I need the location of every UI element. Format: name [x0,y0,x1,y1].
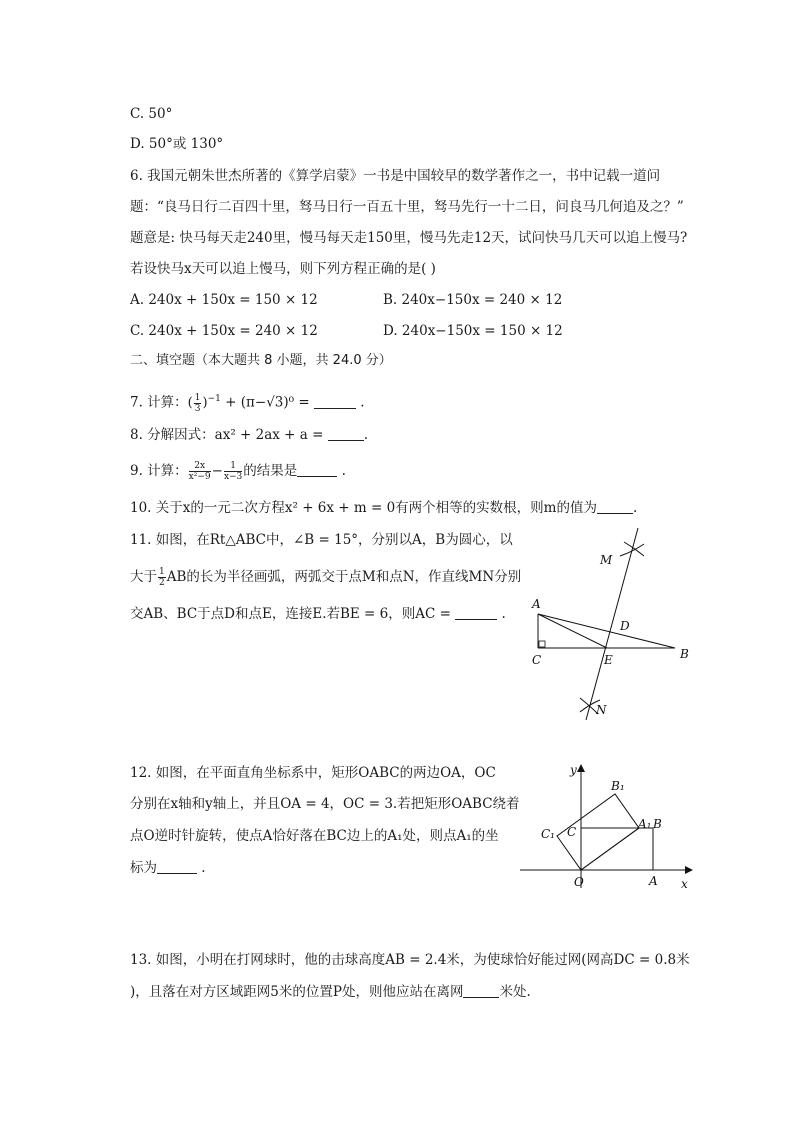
q6-option-d: D. 240x−150x = 150 × 12 [383,323,563,339]
q11-fraction: $\frac{1}{2}$ [159,567,165,588]
q10-text: 10. 关于x的一元二次方程x² + 6x + m = 0有两个相等的实数根，则m的值为 [130,500,597,516]
q11-answer-blank[interactable] [455,605,497,620]
q9: 9. 计算： $\frac{2x}{\text{x²−9}}$ − $\frac{1}{x-3}$ 的结果是 . [130,461,346,482]
q12-line1: 12. 如图，在平面直角坐标系中，矩形OABC的两边OA，OC [130,765,496,781]
q8: 8. 分解因式：ax² + 2ax + a = . [130,427,369,443]
q11-figure [520,528,700,728]
q12-line2: 分别在x轴和y轴上，并且OA = 4，OC = 3.若把矩形OABC绕着 [130,796,520,812]
q12-rect-oabc [581,828,653,870]
q7-answer-blank[interactable] [314,394,356,409]
q12-label-a: A [649,874,658,888]
q13-line1: 13. 如图，小明在打网球时，他的击球高度AB = 2.4米，为使球恰好能过网(网高DC = 0.8米 [130,952,690,968]
q7-fraction: $\frac{1}{3}$ [194,392,201,414]
q7-tail: . [360,394,365,411]
q11-line3: 交AB、BC于点D和点E，连接E.若BE = 6，则AC = . [130,606,506,622]
q9-tail: . [341,463,346,479]
q9-prefix: 9. 计算： [130,463,188,479]
q8-text: 8. 分解因式：ax² + 2ax + a = [130,427,328,443]
q12-y-arrow [577,764,585,772]
q12-label-c1: C₁ [541,827,555,841]
q8-answer-blank[interactable] [328,426,364,441]
q12-line4: 标为 . [130,860,206,876]
q7-prefix: 7. 计算： [130,394,188,411]
q12-figure [515,760,695,892]
q11-right-angle-mark [539,641,545,647]
q6-option-c: C. 240x + 150x = 240 × 12 [130,323,318,339]
q9-suffix: 的结果是 [243,463,298,479]
q12-label-a1: A₁ [638,817,652,831]
q6-line1: 6. 我国元朝朱世杰所著的《算学启蒙》一书是中国较早的数学著作之一，书中记载一道问 [130,168,661,184]
q11-label-a: A [532,597,541,611]
q12-label-x: x [681,877,688,891]
q5-option-c: C. 50° [130,106,173,122]
q9-answer-blank[interactable] [297,462,337,477]
q10: 10. 关于x的一元二次方程x² + 6x + m = 0有两个相等的实数根，则m的值为 . [130,500,638,516]
q12-label-c: C [567,825,577,839]
q11-line1: 11. 如图，在Rt△ABC中，∠B = 15°，分别以A，B为圆心，以 [130,532,513,548]
section-fill-in-heading: 二、填空题（本大题共 8 小题，共 24.0 分） [130,353,392,368]
q9-fraction-2: $\frac{1}{x-3}$ [223,461,243,482]
q11-label-c: C [532,653,542,667]
q7-expr: + (π−√3)⁰ = [225,394,314,411]
q12-label-y: y [570,763,577,777]
q11-label-n: N [596,703,607,717]
q11-label-b: B [680,647,689,661]
q12-x-arrow [685,866,693,874]
q12-line3: 点O逆时针旋转，使点A恰好落在BC边上的A₁处，则点A₁的坐 [130,828,499,844]
q11-label-d: D [620,619,630,633]
q6-option-b: B. 240x−150x = 240 × 12 [383,292,563,308]
q12-label-b1: B₁ [611,779,625,793]
q11-label-m: M [600,553,613,567]
q12-label-b: B [653,817,662,831]
q6-option-a: A. 240x + 150x = 150 × 12 [130,292,318,308]
q6-line2: 题：“良马日行二百四十里，驽马日行一百五十里，驽马先行一十二日，问良马几何追及之？” [130,199,684,215]
q11-line2: 大于 $\frac{1}{2}$ AB的长为半径画弧，两弧交于点M和点N，作直线MN分别 [130,567,522,588]
q9-fraction-1: $\frac{2x}{\text{x²−9}}$ [188,461,211,482]
q12-segment-oa1 [581,828,639,870]
q7-exponent: −1 [207,394,221,404]
q13-answer-blank[interactable] [463,983,499,998]
q12-label-o: O [574,875,584,889]
q10-answer-blank[interactable] [597,499,633,514]
q12-answer-blank[interactable] [157,859,197,874]
q6-line3: 题意是: 快马每天走240里，慢马每天走150里，慢马先走12天，试问快马几天可以追上慢马? [130,230,688,246]
q5-option-d: D. 50°或 130° [130,136,224,152]
q13-line2: )，且落在对方区域距网5米的位置P处，则他应站在离网 米处. [130,984,531,1000]
q11-segment-ae [538,614,607,648]
q6-line4: 若设快马x天可以追上慢马，则下列方程正确的是( ) [130,261,436,277]
q7: 7. 计算：( $\frac{1}{3}$ )$^{-1}$ + (π−√3)⁰ = . [130,392,365,414]
q11-label-e: E [604,653,613,667]
